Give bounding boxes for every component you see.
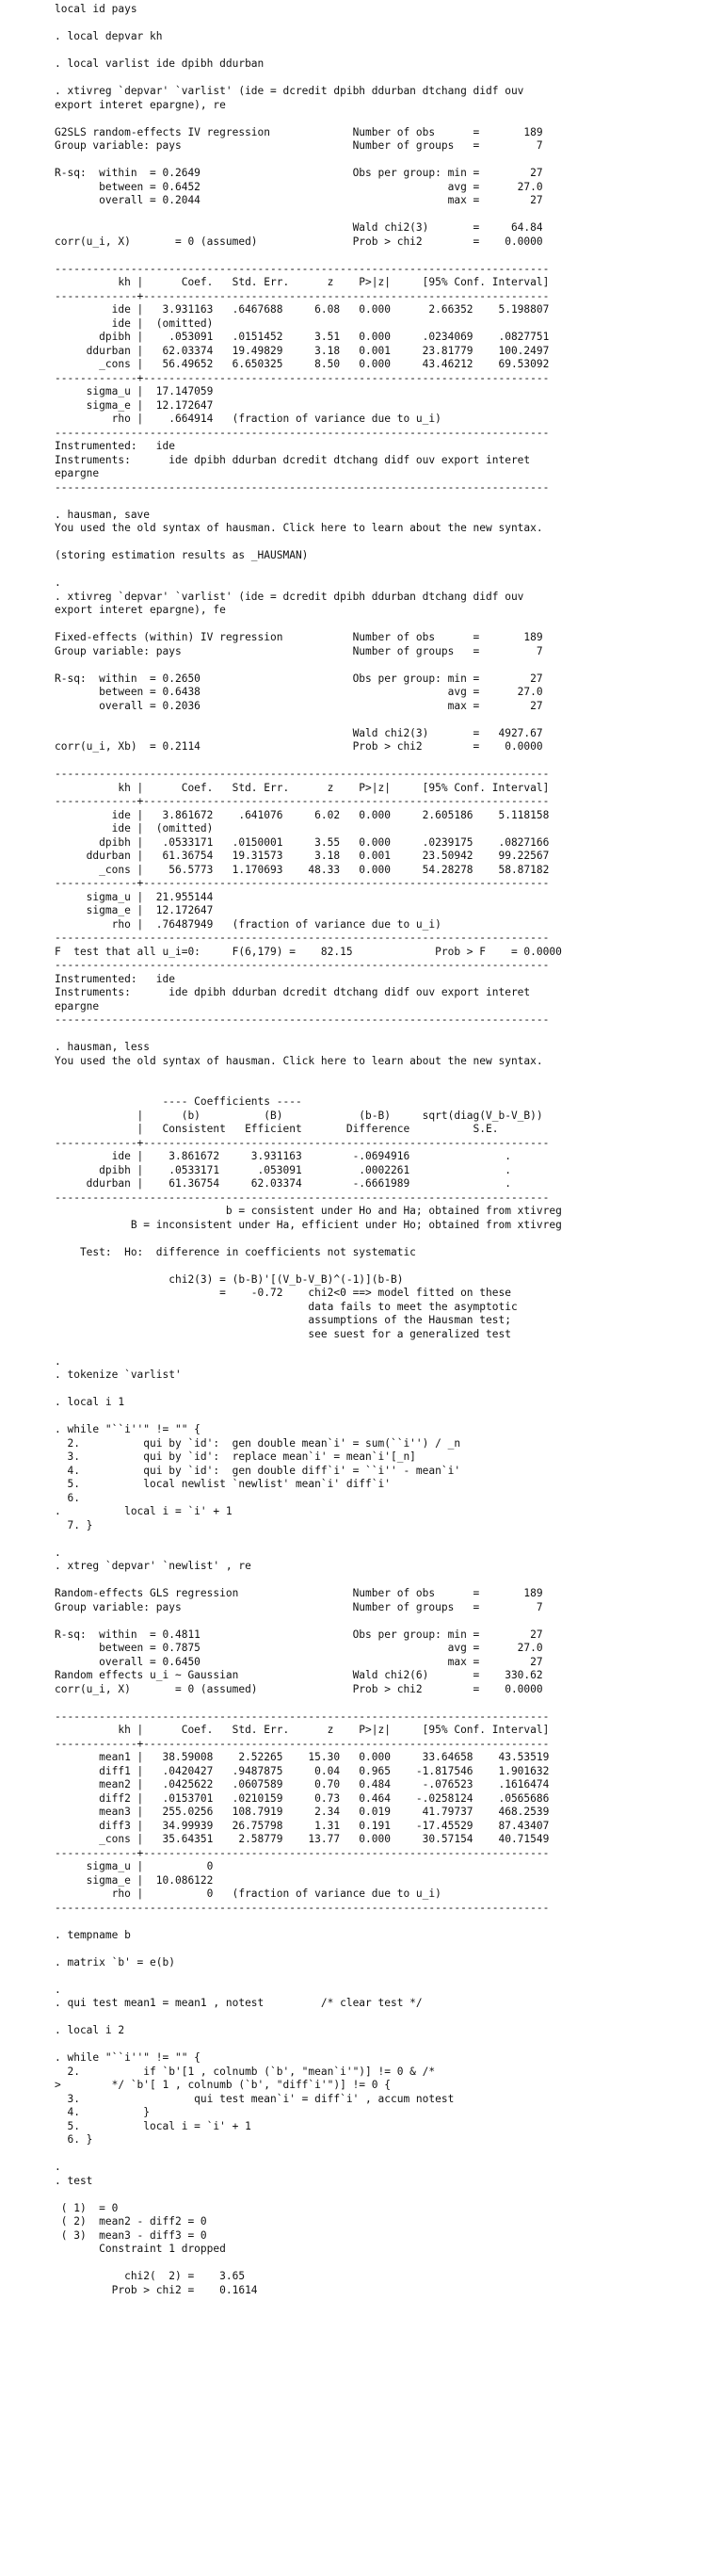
output-line: 2. qui by `id': gen double mean`i' = sum(``i'') / _n [55, 1436, 461, 1450]
output-line: . matrix `b' = e(b) [55, 1955, 175, 1968]
output-line: sigma_e | 12.172647 [55, 904, 214, 916]
output-line: 2. if `b'[1 , colnumb (`b', "mean`i'")] != 0 & /* [55, 2065, 436, 2078]
output-line: Group variable: pays Number of groups = 7 [55, 1600, 543, 1613]
output-line: Instruments: ide dpibh ddurban dcredit dtchang didf ouv export interet [55, 986, 531, 998]
output-line: sigma_u | 21.955144 [55, 890, 214, 903]
output-line: _cons | 56.49652 6.650325 8.50 0.000 43.46212 69.53092 [55, 358, 550, 370]
output-line: 5. local newlist `newlist' mean`i' diff`i' [55, 1478, 391, 1490]
output-line: . xtivreg `depvar' `varlist' (ide = dcredit dpibh ddurban dtchang didf ouv [55, 85, 524, 97]
output-line: . [55, 576, 61, 589]
output-line: between = 0.6438 avg = 27.0 [55, 686, 543, 698]
output-line: ------------------------------------------------------------------------------ [55, 1709, 550, 1723]
output-line: rho | .664914 (fraction of variance due to u_i) [55, 413, 441, 425]
output-line: Group variable: pays Number of groups = 7 [55, 139, 543, 152]
output-line [55, 658, 706, 672]
output-line: 4. } [55, 2106, 151, 2118]
output-line: . [55, 2161, 61, 2173]
output-line: | Consistent Efficient Difference S.E. [55, 1123, 499, 1135]
output-line [55, 44, 706, 58]
output-line: diff1 | .0420427 .9487875 0.04 0.965 -1.817546 1.901632 [55, 1764, 550, 1777]
output-line: -------------+---------------------------------------------------------------- [55, 1737, 550, 1750]
output-line [55, 1942, 706, 1956]
output-line: corr(u_i, X) = 0 (assumed) Prob > chi2 = 0.0000 [55, 235, 543, 248]
output-line [55, 1341, 706, 1355]
output-line: > */ `b'[ 1 , colnumb (`b', "diff`i'")] != 0 { [55, 2079, 391, 2091]
output-line: . qui test mean1 = mean1 , notest /* clear test */ [55, 1997, 423, 2009]
output-line: mean1 | 38.59008 2.52265 15.30 0.000 33.64658 43.53519 [55, 1751, 550, 1763]
output-line [55, 1232, 706, 1246]
output-line: . xtreg `depvar' `newlist' , re [55, 1560, 251, 1572]
output-line [55, 536, 706, 550]
output-line: sigma_e | 12.172647 [55, 398, 214, 412]
output-line: Group variable: pays Number of groups = 7 [55, 644, 543, 657]
output-line: chi2( 2) = 3.65 [55, 2270, 246, 2282]
output-line [55, 1969, 706, 1984]
output-line [55, 154, 706, 168]
output-line [55, 1028, 706, 1042]
output-line: dpibh | .0533171 .0150001 3.55 0.000 .0239175 .0827166 [55, 835, 550, 849]
output-line: . [55, 1546, 61, 1559]
output-line: Wald chi2(3) = 4927.67 [55, 726, 543, 739]
output-line: -------------+---------------------------------------------------------------- [55, 877, 550, 889]
output-line: ---- Coefficients ---- [55, 1095, 302, 1108]
output-line: Prob > chi2 = 0.1614 [55, 2283, 258, 2296]
output-line: . tokenize `varlist' [55, 1369, 182, 1381]
output-line: ide | 3.861672 .641076 6.02 0.000 2.605186 5.118158 [55, 808, 550, 821]
output-line: ddurban | 61.36754 62.03374 -.6661989 . [55, 1177, 511, 1190]
output-line: see suest for a generalized test [55, 1327, 511, 1340]
output-line: export interet epargne), re [55, 98, 226, 111]
output-line: mean2 | .0425622 .0607589 0.70 0.484 -.076523 .1616474 [55, 1778, 550, 1790]
output-line: dpibh | .0533171 .053091 .0002261 . [55, 1163, 511, 1176]
output-line: -------------+---------------------------------------------------------------- [55, 289, 550, 302]
output-line: 3. qui test mean`i' = diff`i' , accum notest [55, 2092, 455, 2105]
output-line: Constraint 1 dropped [55, 2243, 226, 2255]
output-line [55, 713, 706, 727]
output-line: Fixed-effects (within) IV regression Number of obs = 189 [55, 631, 543, 643]
output-line [55, 754, 706, 769]
output-line: -------------+---------------------------------------------------------------- [55, 371, 550, 384]
output-line: dpibh | .053091 .0151452 3.51 0.000 .0234069 .0827751 [55, 331, 550, 343]
output-line: (storing estimation results as _HAUSMAN) [55, 549, 309, 561]
output-line: ide | (omitted) [55, 822, 214, 834]
output-line: = -0.72 chi2<0 ==> model fitted on these [55, 1287, 511, 1299]
output-line [55, 1259, 706, 1273]
output-line: assumptions of the Hausman test; [55, 1314, 511, 1326]
output-line: ide | 3.861672 3.931163 -.0694916 . [55, 1150, 511, 1162]
output-line: epargne [55, 467, 100, 479]
output-line: kh | Coef. Std. Err. z P>|z| [95% Conf. Interval] [55, 1724, 550, 1736]
output-line [55, 208, 706, 222]
output-line: chi2(3) = (b-B)'[(V_b-V_B)^(-1)](b-B) [55, 1272, 404, 1286]
output-line: ------------------------------------------------------------------------------ [55, 1901, 550, 1914]
output-line [55, 494, 706, 509]
output-line: rho | 0 (fraction of variance due to u_i) [55, 1887, 441, 1900]
output-line: G2SLS random-effects IV regression Number of obs = 189 [55, 125, 543, 138]
output-line: . hausman, save [55, 508, 151, 521]
output-line: R-sq: within = 0.4811 Obs per group: min = 27 [55, 1628, 543, 1641]
output-line [55, 1614, 706, 1628]
output-line: . local varlist ide dpibh ddurban [55, 57, 265, 70]
output-line: 4. qui by `id': gen double diff`i' = ``i'' - mean`i' [55, 1464, 461, 1477]
output-line: ------------------------------------------------------------------------------ [55, 1013, 550, 1026]
output-line: ( 2) mean2 - diff2 = 0 [55, 2215, 207, 2228]
output-line: ddurban | 61.36754 19.31573 3.18 0.001 23.50942 99.22567 [55, 850, 550, 862]
output-line: sigma_e | 10.086122 [55, 1873, 214, 1887]
output-line: . xtivreg `depvar' `varlist' (ide = dcredit dpibh ddurban dtchang didf ouv [55, 590, 524, 603]
output-line: overall = 0.2036 max = 27 [55, 699, 543, 712]
output-line [55, 1532, 706, 1547]
output-line: 6. } [55, 2133, 93, 2146]
output-line: overall = 0.6450 max = 27 [55, 1655, 543, 1668]
output-line: 6. [55, 1491, 80, 1504]
output-line: ------------------------------------------------------------------------------ [55, 426, 550, 439]
output-line [55, 112, 706, 126]
output-line: overall = 0.2044 max = 27 [55, 194, 543, 206]
output-line [55, 17, 706, 31]
output-line: ------------------------------------------------------------------------------ [55, 480, 550, 494]
output-line: corr(u_i, Xb) = 0.2114 Prob > chi2 = 0.0000 [55, 740, 543, 753]
output-line: . local depvar kh [55, 30, 163, 42]
output-line: mean3 | 255.0256 108.7919 2.34 0.019 41.79737 468.2539 [55, 1806, 550, 1818]
output-line: sigma_u | 17.147059 [55, 385, 214, 397]
output-line [55, 2038, 706, 2052]
output-line: data fails to meet the asymptotic [55, 1300, 518, 1313]
output-line: ddurban | 62.03374 19.49829 3.18 0.001 23.81779 100.2497 [55, 344, 550, 357]
output-line: . [55, 1354, 61, 1368]
output-line: ( 1) = 0 [55, 2201, 119, 2214]
output-line: diff3 | 34.99939 26.75798 1.31 0.191 -17.45529 87.43407 [55, 1819, 550, 1832]
output-line: diff2 | .0153701 .0210159 0.73 0.464 -.0258124 .0565686 [55, 1791, 550, 1805]
output-line: . hausman, less [55, 1041, 151, 1053]
output-line [55, 618, 706, 632]
output-line: | (b) (B) (b-B) sqrt(diag(V_b-V_B)) [55, 1109, 543, 1122]
output-line: . local i = `i' + 1 [55, 1505, 233, 1517]
output-line: You used the old syntax of hausman. Click here to learn about the new syntax. [55, 1054, 543, 1067]
output-line [55, 1082, 706, 1096]
output-line: kh | Coef. Std. Err. z P>|z| [95% Conf. Interval] [55, 276, 550, 288]
output-line: Random effects u_i ~ Gaussian Wald chi2(6) = 330.62 [55, 1669, 543, 1681]
output-line [55, 1696, 706, 1710]
output-line: ------------------------------------------------------------------------------ [55, 262, 550, 275]
output-line: . [55, 1983, 61, 1996]
output-line: between = 0.6452 avg = 27.0 [55, 180, 543, 193]
output-line: ide | 3.931163 .6467688 6.08 0.000 2.66352 5.198807 [55, 303, 550, 316]
output-line [55, 2011, 706, 2025]
output-line: kh | Coef. Std. Err. z P>|z| [95% Conf. Interval] [55, 781, 550, 794]
output-line: 5. local i = `i' + 1 [55, 2119, 251, 2132]
output-line: You used the old syntax of hausman. Click here to learn about the new syntax. [55, 522, 543, 534]
output-line [55, 1915, 706, 1929]
output-line [55, 1574, 706, 1588]
output-line [55, 1068, 706, 1082]
output-line: . local i 2 [55, 2024, 125, 2036]
output-line: -------------+---------------------------------------------------------------- [55, 1846, 550, 1859]
output-line: . while "``i''" != "" { [55, 2051, 201, 2064]
output-line: F test that all u_i=0: F(6,179) = 82.15 Prob > F = 0.0000 [55, 945, 562, 958]
output-line: Random-effects GLS regression Number of obs = 189 [55, 1587, 543, 1599]
output-line: Wald chi2(3) = 64.84 [55, 221, 543, 234]
output-line [55, 2257, 706, 2271]
output-line: ------------------------------------------------------------------------------ [55, 932, 550, 944]
output-line: between = 0.7875 avg = 27.0 [55, 1642, 543, 1654]
output-line: 7. } [55, 1518, 93, 1531]
output-line [55, 2147, 706, 2162]
output-line: _cons | 35.64351 2.58779 13.77 0.000 30.57154 40.71549 [55, 1833, 550, 1845]
output-line: rho | .76487949 (fraction of variance due to u_i) [55, 917, 441, 931]
output-line: Test: Ho: difference in coefficients not systematic [55, 1245, 416, 1258]
output-line: B = inconsistent under Ha, efficient under Ho; obtained from xtivreg [55, 1218, 562, 1231]
output-line: b = consistent under Ho and Ha; obtained from xtivreg [55, 1205, 562, 1217]
output-line: -------------+---------------------------------------------------------------- [55, 795, 550, 807]
output-line: export interet epargne), fe [55, 604, 226, 616]
output-line [55, 1383, 706, 1397]
output-line: R-sq: within = 0.2649 Obs per group: min = 27 [55, 167, 543, 179]
output-line: . test [55, 2174, 93, 2187]
output-line [55, 249, 706, 263]
output-line [55, 1410, 706, 1424]
output-line: epargne [55, 999, 100, 1013]
output-line: local id pays [55, 3, 137, 15]
output-line: sigma_u | 0 [55, 1860, 214, 1872]
output-line: ide | (omitted) [55, 316, 214, 330]
output-line [55, 72, 706, 86]
output-line [55, 563, 706, 577]
output-line: -------------+---------------------------------------------------------------- [55, 1136, 550, 1149]
output-line: Instrumented: ide [55, 440, 175, 452]
output-line: ------------------------------------------------------------------------------ [55, 959, 550, 971]
output-line: ( 3) mean3 - diff3 = 0 [55, 2228, 207, 2242]
output-line: ------------------------------------------------------------------------------ [55, 768, 550, 780]
output-line: . while "``i''" != "" { [55, 1423, 201, 1435]
output-line: _cons | 56.5773 1.170693 48.33 0.000 54.28278 58.87182 [55, 863, 550, 876]
output-line: 3. qui by `id': replace mean`i' = mean`i'[_n] [55, 1450, 416, 1463]
output-line: . local i 1 [55, 1396, 125, 1408]
output-line: Instruments: ide dpibh ddurban dcredit dtchang didf ouv export interet [55, 453, 531, 466]
output-line: ------------------------------------------------------------------------------ [55, 1191, 550, 1204]
output-line [55, 2188, 706, 2202]
output-line: R-sq: within = 0.2650 Obs per group: min = 27 [55, 672, 543, 685]
output-line: corr(u_i, X) = 0 (assumed) Prob > chi2 = 0.0000 [55, 1682, 543, 1695]
output-line: Instrumented: ide [55, 972, 175, 985]
output-line: . tempname b [55, 1928, 131, 1941]
